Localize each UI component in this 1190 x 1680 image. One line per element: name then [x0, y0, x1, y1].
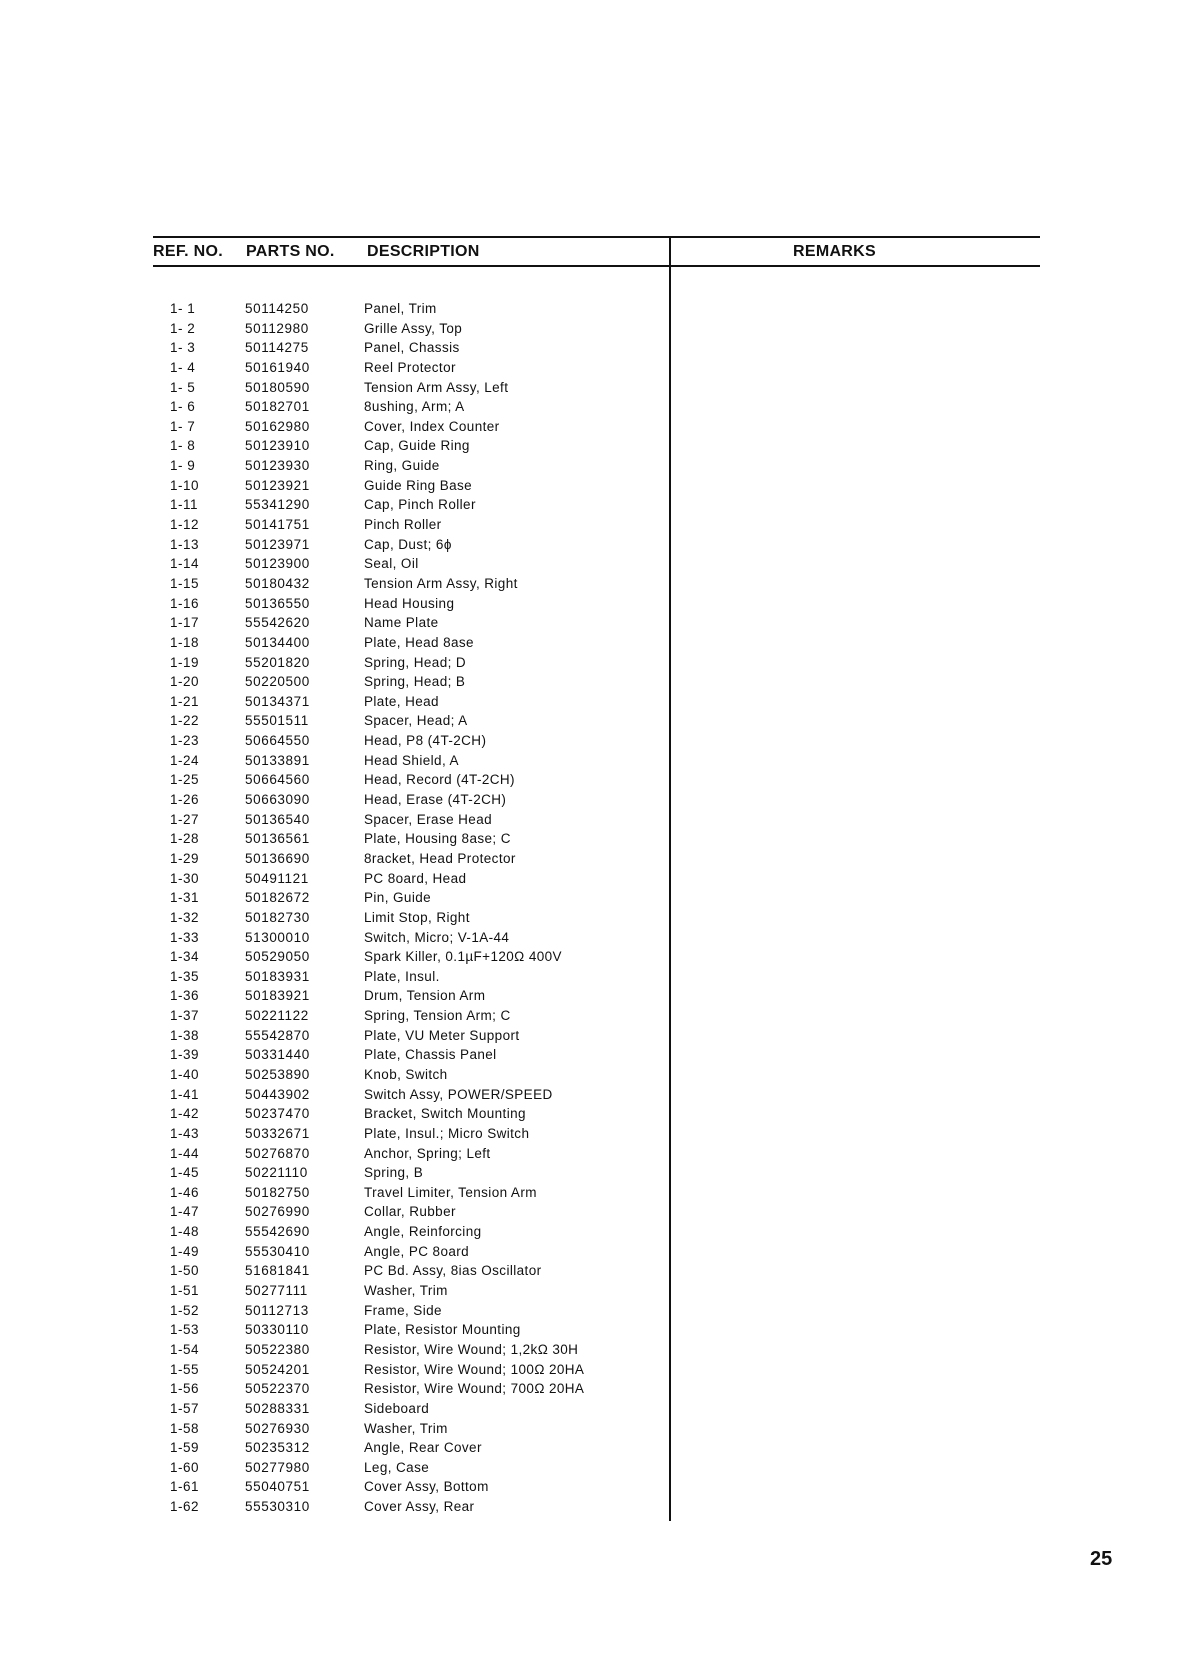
description-cell: Panel, Chassis [364, 340, 460, 356]
table-row [0, 1340, 669, 1360]
ref-no-cell: 1-13 [170, 536, 200, 552]
parts-no-cell: 50237470 [245, 1106, 310, 1122]
table-row [0, 653, 669, 673]
ref-no-cell: 1-40 [170, 1066, 200, 1082]
table-row [0, 436, 669, 456]
description-cell: Spring, Head; B [364, 674, 466, 690]
page-number: 25 [1090, 1548, 1113, 1570]
table-row [0, 751, 669, 771]
description-cell: Spark Killer, 0.1µF+120Ω 400V [364, 949, 562, 965]
table-row [0, 731, 669, 751]
description-cell: Resistor, Wire Wound; 1,2kΩ 30H [364, 1341, 579, 1357]
header-ref-no: REF. NO. [153, 243, 223, 260]
table-row [0, 574, 669, 594]
parts-no-cell: 50529050 [245, 949, 310, 965]
ref-no-cell: 1- 1 [170, 301, 196, 316]
ref-no-cell: 1-31 [170, 890, 200, 906]
parts-no-cell: 50136540 [245, 811, 310, 827]
ref-no-cell: 1-60 [170, 1459, 200, 1475]
table-row [0, 1320, 669, 1340]
parts-no-cell: 55530410 [245, 1243, 310, 1259]
ref-no-cell: 1-47 [170, 1204, 200, 1220]
ref-no-cell: 1-34 [170, 949, 200, 965]
table-row [0, 1104, 669, 1124]
ref-no-cell: 1-62 [170, 1499, 200, 1515]
parts-no-cell: 50182672 [245, 890, 310, 906]
table-row [0, 1399, 669, 1419]
parts-no-cell: 50235312 [245, 1440, 310, 1456]
description-cell: Plate, VU Meter Support [364, 1027, 520, 1043]
table-row [0, 888, 669, 908]
description-cell: Plate, Insul. [364, 968, 440, 984]
parts-no-cell: 50331440 [245, 1047, 310, 1063]
table-row [0, 417, 669, 437]
table-row [0, 1183, 669, 1203]
ref-no-cell: 1-16 [170, 595, 200, 611]
description-cell: 8racket, Head Protector [364, 850, 516, 866]
description-cell: Leg, Case [364, 1459, 430, 1475]
parts-no-cell: 50491121 [245, 870, 309, 886]
ref-no-cell: 1- 9 [170, 458, 196, 474]
description-cell: Seal, Oil [364, 556, 419, 572]
parts-no-cell: 50182730 [245, 909, 310, 925]
parts-no-cell: 50180590 [245, 379, 310, 395]
description-cell: Angle, PC 8oard [364, 1243, 470, 1259]
table-row [0, 928, 669, 948]
header-parts-no: PARTS NO. [246, 243, 335, 260]
ref-no-cell: 1-24 [170, 752, 200, 768]
description-cell: Travel Limiter, Tension Arm [364, 1184, 537, 1200]
table-row [0, 299, 669, 319]
description-cell: Spring, Head; D [364, 654, 467, 670]
description-cell: PC 8oard, Head [364, 870, 467, 886]
parts-no-cell: 50114275 [245, 340, 309, 356]
description-cell: Cap, Dust; 6ϕ [364, 536, 452, 552]
ref-no-cell: 1-28 [170, 831, 200, 847]
parts-no-cell: 51681841 [245, 1263, 310, 1279]
description-cell: Head, P8 (4T-2CH) [364, 733, 487, 749]
table-row [0, 1497, 669, 1517]
ref-no-cell: 1-22 [170, 713, 200, 729]
description-cell: Name Plate [364, 615, 439, 631]
ref-no-cell: 1-35 [170, 968, 200, 984]
description-cell: Collar, Rubber [364, 1204, 456, 1220]
ref-no-cell: 1-59 [170, 1440, 200, 1456]
table-row [0, 554, 669, 574]
description-cell: Knob, Switch [364, 1066, 448, 1082]
parts-no-cell: 50276870 [245, 1145, 310, 1161]
description-cell: Switch, Micro; V-1A-44 [364, 929, 510, 945]
parts-no-cell: 50112713 [245, 1302, 309, 1318]
parts-no-cell: 50522380 [245, 1341, 310, 1357]
description-cell: Plate, Chassis Panel [364, 1047, 497, 1063]
table-row [0, 1006, 669, 1026]
parts-no-cell: 50276930 [245, 1420, 310, 1436]
table-row [0, 1438, 669, 1458]
parts-no-cell: 55530310 [245, 1499, 310, 1515]
parts-no-cell: 50123910 [245, 438, 310, 454]
parts-no-cell: 55341290 [245, 497, 310, 513]
parts-no-cell: 50664550 [245, 733, 310, 749]
description-cell: Washer, Trim [364, 1420, 448, 1436]
ref-no-cell: 1-56 [170, 1381, 200, 1397]
ref-no-cell: 1-17 [170, 615, 200, 631]
description-cell: Limit Stop, Right [364, 909, 470, 925]
ref-no-cell: 1-43 [170, 1125, 200, 1141]
ref-no-cell: 1-18 [170, 634, 200, 650]
description-cell: Tension Arm Assy, Right [364, 575, 518, 591]
table-row [0, 495, 669, 515]
table-row [0, 633, 669, 653]
parts-no-cell: 50161940 [245, 359, 310, 375]
description-cell: Head Shield, A [364, 752, 459, 768]
description-cell: Pinch Roller [364, 517, 442, 533]
ref-no-cell: 1- 5 [170, 379, 196, 395]
description-cell: Plate, Head [364, 693, 439, 709]
table-row [0, 397, 669, 417]
parts-no-cell: 50664560 [245, 772, 310, 788]
table-row [0, 790, 669, 810]
ref-no-cell: 1-54 [170, 1341, 200, 1357]
parts-no-cell: 55040751 [245, 1479, 310, 1495]
ref-no-cell: 1-46 [170, 1184, 200, 1200]
table-row [0, 711, 669, 731]
ref-no-cell: 1-44 [170, 1145, 200, 1161]
description-cell: Cover Assy, Bottom [364, 1479, 489, 1495]
description-cell: Cover, Index Counter [364, 418, 500, 434]
ref-no-cell: 1-42 [170, 1106, 200, 1122]
parts-no-cell: 50112980 [245, 320, 309, 336]
remarks-column-divider [669, 236, 671, 1521]
parts-no-cell: 50253890 [245, 1066, 310, 1082]
ref-no-cell: 1-12 [170, 517, 200, 533]
parts-no-cell: 50182701 [245, 399, 310, 415]
description-cell: Ring, Guide [364, 458, 440, 474]
parts-no-cell: 50524201 [245, 1361, 310, 1377]
table-row [0, 1360, 669, 1380]
ref-no-cell: 1-55 [170, 1361, 200, 1377]
ref-no-cell: 1-32 [170, 909, 200, 925]
ref-no-cell: 1-41 [170, 1086, 200, 1102]
description-cell: Panel, Trim [364, 301, 437, 316]
table-row [0, 594, 669, 614]
ref-no-cell: 1-61 [170, 1479, 200, 1495]
table-row [0, 1281, 669, 1301]
ref-no-cell: 1-37 [170, 1008, 200, 1024]
ref-no-cell: 1-10 [170, 477, 200, 493]
parts-no-cell: 50663090 [245, 792, 310, 808]
parts-no-cell: 50134371 [245, 693, 310, 709]
table-row [0, 338, 669, 358]
parts-no-cell: 55542690 [245, 1224, 310, 1240]
table-row [0, 1477, 669, 1497]
description-cell: Plate, Resistor Mounting [364, 1322, 521, 1338]
table-row [0, 849, 669, 869]
description-cell: Head Housing [364, 595, 455, 611]
ref-no-cell: 1-20 [170, 674, 200, 690]
table-row [0, 456, 669, 476]
ref-no-cell: 1-58 [170, 1420, 200, 1436]
ref-no-cell: 1-57 [170, 1400, 200, 1416]
parts-no-cell: 50123921 [245, 477, 310, 493]
parts-no-cell: 50136561 [245, 831, 310, 847]
ref-no-cell: 1-53 [170, 1322, 200, 1338]
table-row [0, 1026, 669, 1046]
parts-no-cell: 50221110 [245, 1165, 308, 1181]
description-cell: Angle, Reinforcing [364, 1224, 482, 1240]
table-row [0, 1144, 669, 1164]
ref-no-cell: 1-15 [170, 575, 200, 591]
parts-no-cell: 55501511 [245, 713, 309, 729]
header-description: DESCRIPTION [367, 243, 480, 260]
table-row [0, 829, 669, 849]
description-cell: 8ushing, Arm; A [364, 399, 465, 415]
table-row [0, 770, 669, 790]
parts-no-cell: 50136690 [245, 850, 310, 866]
parts-no-cell: 50277111 [245, 1283, 308, 1299]
parts-no-cell: 50288331 [245, 1400, 310, 1416]
ref-no-cell: 1-30 [170, 870, 200, 886]
ref-no-cell: 1-50 [170, 1263, 200, 1279]
parts-no-cell: 50220500 [245, 674, 310, 690]
table-row [0, 1379, 669, 1399]
description-cell: Reel Protector [364, 359, 456, 375]
description-cell: Pin, Guide [364, 890, 432, 906]
parts-no-cell: 50182750 [245, 1184, 310, 1200]
table-row [0, 967, 669, 987]
ref-no-cell: 1-45 [170, 1165, 200, 1181]
parts-no-cell: 50162980 [245, 418, 310, 434]
ref-no-cell: 1-23 [170, 733, 200, 749]
description-cell: Spacer, Erase Head [364, 811, 493, 827]
ref-no-cell: 1- 7 [170, 418, 196, 434]
description-cell: Switch Assy, POWER/SPEED [364, 1086, 553, 1102]
description-cell: Angle, Rear Cover [364, 1440, 482, 1456]
table-row [0, 613, 669, 633]
ref-no-cell: 1-49 [170, 1243, 200, 1259]
parts-no-cell: 50133891 [245, 752, 310, 768]
ref-no-cell: 1-25 [170, 772, 200, 788]
parts-no-cell: 50123900 [245, 556, 310, 572]
description-cell: Head, Record (4T-2CH) [364, 772, 515, 788]
table-row [0, 1163, 669, 1183]
ref-no-cell: 1-48 [170, 1224, 200, 1240]
table-row [0, 672, 669, 692]
parts-no-cell: 50443902 [245, 1086, 310, 1102]
parts-no-cell: 50277980 [245, 1459, 310, 1475]
description-cell: Grille Assy, Top [364, 320, 463, 336]
table-header-rule [153, 265, 1040, 267]
table-row [0, 1301, 669, 1321]
table-top-rule [153, 236, 1040, 238]
ref-no-cell: 1-19 [170, 654, 200, 670]
ref-no-cell: 1- 6 [170, 399, 196, 415]
ref-no-cell: 1- 3 [170, 340, 196, 356]
ref-no-cell: 1-51 [170, 1283, 200, 1299]
parts-table-body [0, 299, 669, 1517]
description-cell: Sideboard [364, 1400, 430, 1416]
parts-no-cell: 50123930 [245, 458, 310, 474]
ref-no-cell: 1-36 [170, 988, 200, 1004]
table-row [0, 535, 669, 555]
table-row [0, 947, 669, 967]
description-cell: Spring, Tension Arm; C [364, 1008, 511, 1024]
table-row [0, 1202, 669, 1222]
ref-no-cell: 1-14 [170, 556, 200, 572]
ref-no-cell: 1-52 [170, 1302, 200, 1318]
description-cell: Bracket, Switch Mounting [364, 1106, 526, 1122]
description-cell: Anchor, Spring; Left [364, 1145, 491, 1161]
table-row [0, 986, 669, 1006]
parts-no-cell: 50221122 [245, 1008, 309, 1024]
ref-no-cell: 1-39 [170, 1047, 200, 1063]
description-cell: Guide Ring Base [364, 477, 473, 493]
description-cell: Spring, B [364, 1165, 424, 1181]
description-cell: Drum, Tension Arm [364, 988, 486, 1004]
parts-no-cell: 50136550 [245, 595, 310, 611]
description-cell: Washer, Trim [364, 1283, 448, 1299]
parts-no-cell: 50276990 [245, 1204, 310, 1220]
table-row [0, 1222, 669, 1242]
table-row [0, 908, 669, 928]
table-row [0, 1124, 669, 1144]
parts-no-cell: 51300010 [245, 929, 310, 945]
ref-no-cell: 1-29 [170, 850, 200, 866]
table-row [0, 515, 669, 535]
description-cell: Cap, Guide Ring [364, 438, 470, 454]
parts-no-cell: 50183921 [245, 988, 310, 1004]
parts-no-cell: 55201820 [245, 654, 310, 670]
description-cell: Tension Arm Assy, Left [364, 379, 509, 395]
description-cell: Head, Erase (4T-2CH) [364, 792, 507, 808]
ref-no-cell: 1- 4 [170, 359, 196, 375]
table-row [0, 1419, 669, 1439]
parts-no-cell: 50114250 [245, 301, 309, 316]
parts-no-cell: 50332671 [245, 1125, 310, 1141]
parts-no-cell: 55542620 [245, 615, 310, 631]
table-row [0, 476, 669, 496]
table-row [0, 1065, 669, 1085]
ref-no-cell: 1-27 [170, 811, 200, 827]
table-row [0, 1045, 669, 1065]
description-cell: Plate, Head 8ase [364, 634, 474, 650]
table-row [0, 810, 669, 830]
ref-no-cell: 1-38 [170, 1027, 200, 1043]
ref-no-cell: 1- 8 [170, 438, 196, 454]
parts-no-cell: 50522370 [245, 1381, 310, 1397]
parts-no-cell: 55542870 [245, 1027, 310, 1043]
parts-no-cell: 50123971 [245, 536, 310, 552]
ref-no-cell: 1-33 [170, 929, 200, 945]
header-remarks: REMARKS [793, 243, 876, 260]
table-row [0, 1458, 669, 1478]
description-cell: Plate, Housing 8ase; C [364, 831, 511, 847]
ref-no-cell: 1-21 [170, 693, 200, 709]
ref-no-cell: 1- 2 [170, 320, 196, 336]
table-row [0, 319, 669, 339]
parts-no-cell: 50141751 [245, 517, 310, 533]
description-cell: Cover Assy, Rear [364, 1499, 475, 1515]
parts-no-cell: 50180432 [245, 575, 310, 591]
description-cell: PC Bd. Assy, 8ias Oscillator [364, 1263, 542, 1279]
description-cell: Resistor, Wire Wound; 700Ω 20HA [364, 1381, 585, 1397]
description-cell: Plate, Insul.; Micro Switch [364, 1125, 530, 1141]
table-row [0, 1261, 669, 1281]
table-row [0, 692, 669, 712]
parts-no-cell: 50134400 [245, 634, 310, 650]
table-row [0, 869, 669, 889]
parts-no-cell: 50183931 [245, 968, 310, 984]
ref-no-cell: 1-11 [170, 497, 199, 513]
parts-no-cell: 50330110 [245, 1322, 309, 1338]
description-cell: Resistor, Wire Wound; 100Ω 20HA [364, 1361, 585, 1377]
description-cell: Spacer, Head; A [364, 713, 468, 729]
ref-no-cell: 1-26 [170, 792, 200, 808]
description-cell: Frame, Side [364, 1302, 442, 1318]
table-row [0, 378, 669, 398]
table-row [0, 358, 669, 378]
table-row [0, 1085, 669, 1105]
table-row [0, 1242, 669, 1262]
description-cell: Cap, Pinch Roller [364, 497, 476, 513]
